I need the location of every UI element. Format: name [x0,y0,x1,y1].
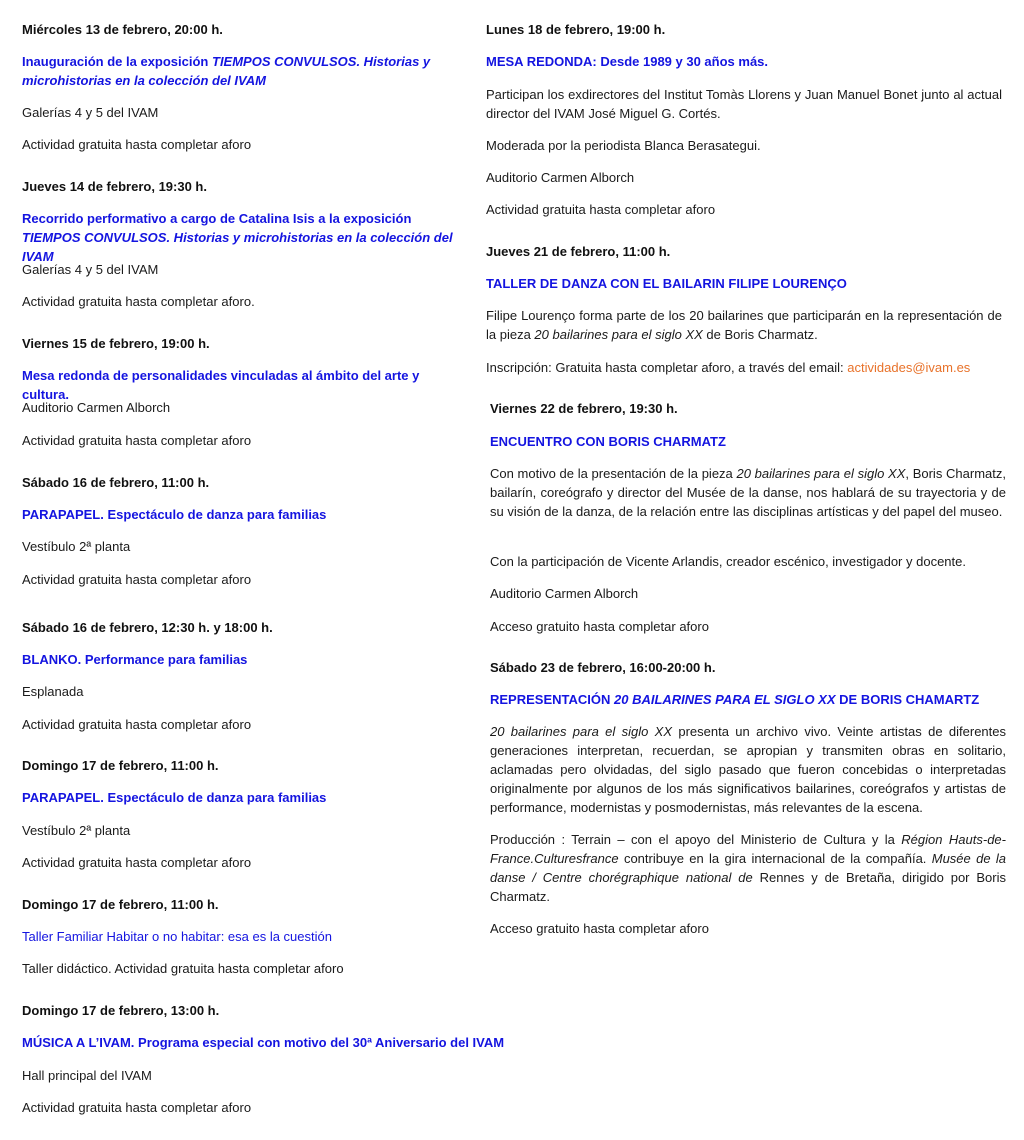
event-date: Jueves 21 de febrero, 11:00 h. [486,244,671,259]
event-date: Sábado 16 de febrero, 12:30 h. y 18:00 h. [22,620,273,635]
event-title-link[interactable]: PARAPAPEL. Espectáculo de danza para familias [22,790,327,805]
event-title-link[interactable]: BLANKO. Performance para familias [22,652,248,667]
event-place: Vestíbulo 2ª planta [22,823,131,838]
event-title-link[interactable]: TALLER DE DANZA CON EL BAILARIN FILIPE LOURENÇO [486,276,847,291]
event-place: Auditorio Carmen Alborch [490,586,639,601]
event-date: Sábado 23 de febrero, 16:00-20:00 h. [490,660,716,675]
event-date: Jueves 14 de febrero, 19:30 h. [22,179,207,194]
event-access: Actividad gratuita hasta completar aforo [486,202,716,217]
email-link[interactable]: actividades@ivam.es [847,360,971,375]
event-date: Miércoles 13 de febrero, 20:00 h. [22,22,223,37]
event-date: Domingo 17 de febrero, 11:00 h. [22,758,219,773]
event-place: Auditorio Carmen Alborch [486,170,635,185]
event-title-link[interactable]: Taller Familiar Habitar o no habitar: esa es la cuestión [22,929,332,944]
event-registration: Inscripción: Gratuita hasta completar aforo, a través del email: actividades@ivam.es [486,360,971,375]
event-place: Hall principal del IVAM [22,1068,152,1083]
event-place: Auditorio Carmen Alborch [22,400,171,415]
event-access: Actividad gratuita hasta completar aforo. [22,294,255,309]
event-title-link[interactable]: MÚSICA A L’IVAM. Programa especial con motivo del 30ª Aniversario del IVAM [22,1035,505,1050]
event-place: Vestíbulo 2ª planta [22,539,131,554]
event-date: Domingo 17 de febrero, 11:00 h. [22,897,219,912]
event-date: Viernes 22 de febrero, 19:30 h. [490,401,678,416]
event-access: Actividad gratuita hasta completar aforo [22,137,252,152]
event-title-link[interactable]: MESA REDONDA: Desde 1989 y 30 años más. [486,54,769,69]
event-title-link[interactable]: PARAPAPEL. Espectáculo de danza para familias [22,507,327,522]
event-date: Sábado 16 de febrero, 11:00 h. [22,475,210,490]
event-access: Actividad gratuita hasta completar aforo [22,572,252,587]
event-date: Domingo 17 de febrero, 13:00 h. [22,1003,220,1018]
event-production: Producción : Terrain – con el apoyo del Ministerio de Cultura y la Région Hauts-de-France.Culturesfrance contribuye en la gira internacional de la compañía. Musée de la danse / Centre chorégraphique national de Rennes y de Bretaña, dirigido por Boris Charmatz. [490,832,1006,904]
event-description: Filipe Lourenço forma parte de los 20 bailarines que participarán en la representación de la pieza 20 bailarines para el siglo XX de Boris Charmatz. [486,308,1002,342]
event-access: Acceso gratuito hasta completar aforo [490,921,709,936]
event-participation: Con la participación de Vicente Arlandis, creador escénico, investigador y docente. [490,554,966,569]
event-access: Actividad gratuita hasta completar aforo [22,717,252,732]
event-date: Lunes 18 de febrero, 19:00 h. [486,22,666,37]
event-place: Galerías 4 y 5 del IVAM [22,262,159,277]
event-access: Actividad gratuita hasta completar aforo [22,1100,252,1115]
event-description: Participan los exdirectores del Institut Tomàs Llorens y Juan Manuel Bonet junto al actual director del IVAM José Miguel G. Cortés. [486,87,1002,121]
event-title-link[interactable]: Mesa redonda de personalidades vinculadas al ámbito del arte y cultura. [22,368,420,402]
event-description: 20 bailarines para el siglo XX presenta un archivo vivo. Veinte artistas de diferentes generaciones interpretan, recuerdan, se apropian y transmiten obras en solitario, aclamadas pero olvidadas, del siglo pasado que fueron concebidas o interpretadas originalmente por algunos de los más significativos bailarines, coreógrafos y artistas de performance, modernistas y posmodernistas, más relevantes de la escena. [490,724,1006,815]
event-moderator: Moderada por la periodista Blanca Berasategui. [486,138,761,153]
event-access: Taller didáctico. Actividad gratuita hasta completar aforo [22,961,344,976]
event-title-link[interactable]: Recorrido performativo a cargo de Catalina Isis a la exposición TIEMPOS CONVULSOS. Historias y microhistorias en la colección del IVAM [22,211,453,264]
event-place: Esplanada [22,684,84,699]
event-description: Con motivo de la presentación de la pieza 20 bailarines para el siglo XX, Boris Charmatz, bailarín, coreógrafo y director del Musée de la danse, nos hablará de su trayectoria y de su visión de la danza, de la relación entre las disciplinas artísticas y del papel del museo. [490,466,1006,519]
event-access: Actividad gratuita hasta completar aforo [22,433,252,448]
event-access: Actividad gratuita hasta completar aforo [22,855,252,870]
event-access: Acceso gratuito hasta completar aforo [490,619,709,634]
event-title-link[interactable]: Inauguración de la exposición TIEMPOS CONVULSOS. Historias y microhistorias en la colección del IVAM [22,54,431,88]
event-date: Viernes 15 de febrero, 19:00 h. [22,336,210,351]
event-title-link[interactable]: REPRESENTACIÓN 20 BAILARINES PARA EL SIGLO XX DE BORIS CHAMARTZ [490,692,980,707]
event-place: Galerías 4 y 5 del IVAM [22,105,159,120]
event-title-link[interactable]: ENCUENTRO CON BORIS CHARMATZ [490,434,726,449]
